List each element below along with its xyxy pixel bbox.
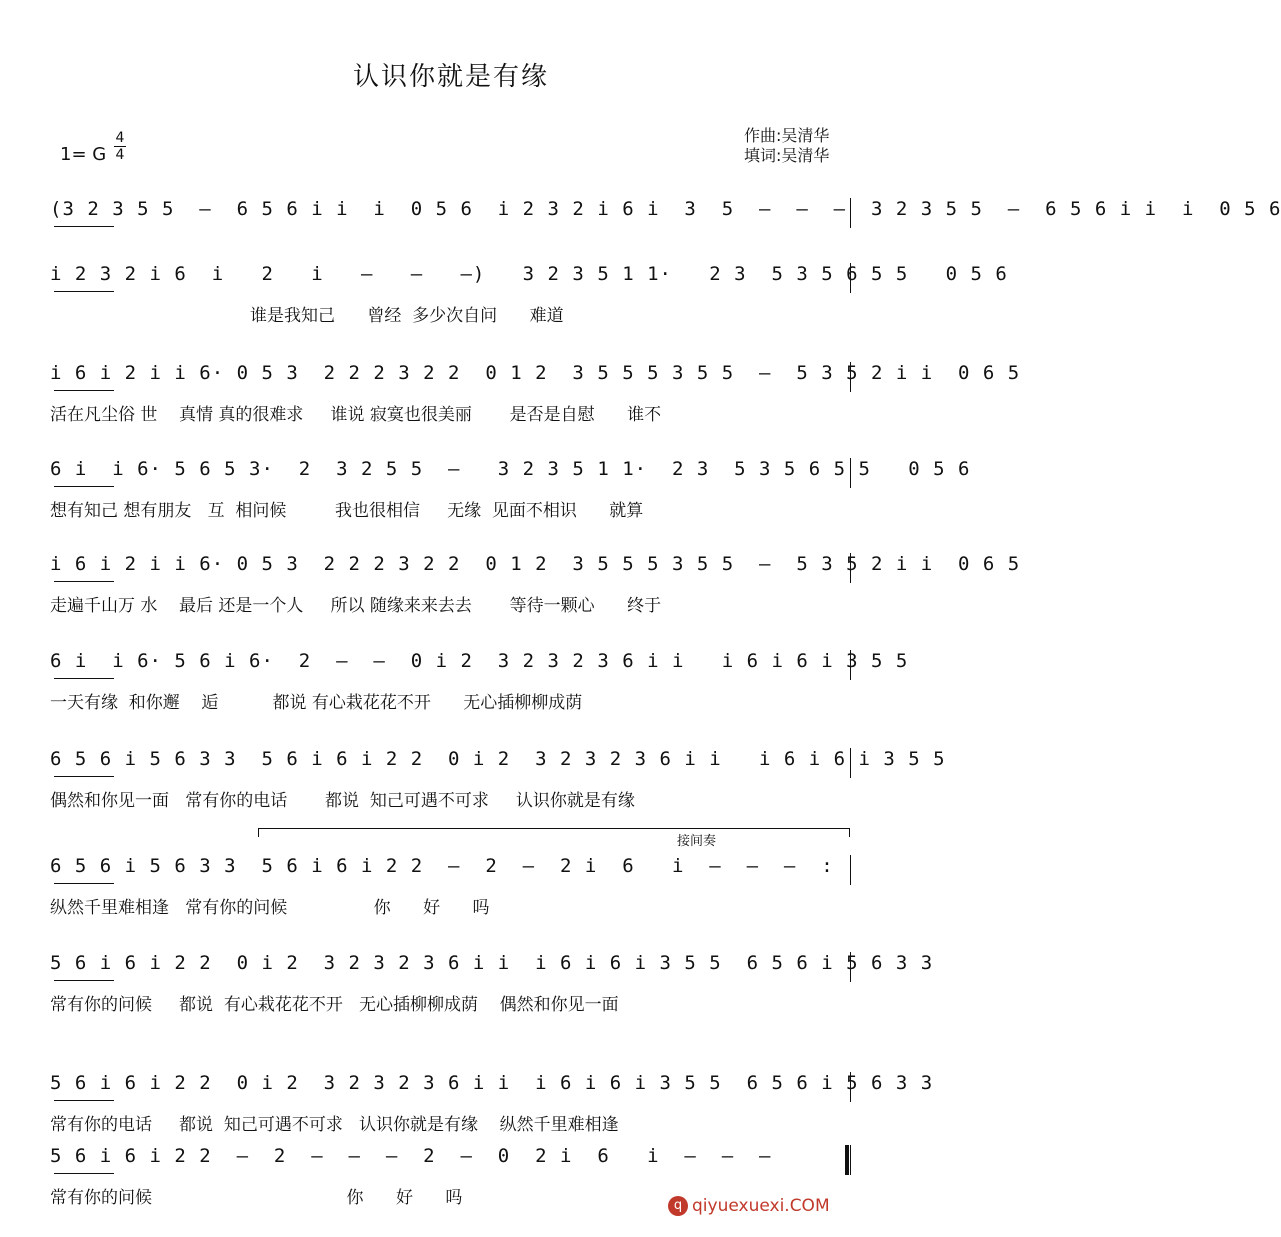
notation-line: 6 i i 6· 5 6 i 6· 2 – – 0 i 2 3 2 3 2 3 6 i i i 6 i 6 i 3 5 5 [50,650,909,672]
barline [850,263,851,293]
rhythm-underline [54,581,114,582]
barline [850,650,851,680]
barline [850,1072,851,1102]
score-row [50,263,1008,333]
time-signature [114,131,126,162]
lyrics-line: 走遍千山万 水 最后 还是一个人 所以 随缘来来去去 等待一颗心 终于 [50,596,662,616]
composer-credit: 作曲:吴清华 [744,126,830,145]
score-row [50,1072,934,1142]
rhythm-underline [54,1100,114,1101]
lyrics-line: 偶然和你见一面 常有你的电话 都说 知己可遇不可求 认识你就是有缘 [50,791,635,811]
rhythm-underline [54,291,114,292]
notation-line: 6 5 6 i 5 6 3 3 5 6 i 6 i 2 2 – 2 – 2 i 6 i – – – : [50,855,834,877]
notation-line: 5 6 i 6 i 2 2 – 2 – – – 2 – 0 2 i 6 i – – – [50,1145,772,1167]
score-row [50,198,1281,268]
score-row [50,553,1021,623]
time-signature-top: 4 [115,130,125,146]
credits [744,126,829,166]
notation-line: 6 5 6 i 5 6 3 3 5 6 i 6 i 2 2 0 i 2 3 2 3 2 3 6 i i i 6 i 6 i 3 5 5 [50,748,946,770]
logo-icon: q [668,1196,688,1216]
barline [850,1145,851,1175]
lyrics-line: 常有你的问候 你 好 吗 [50,1188,463,1208]
watermark-text: qiyuexuexi.COM [692,1196,830,1216]
barline [850,362,851,392]
barline [850,458,851,488]
rhythm-underline [54,776,114,777]
barline [850,198,851,228]
watermark [668,1196,830,1216]
notation-line: 5 6 i 6 i 2 2 0 i 2 3 2 3 2 3 6 i i i 6 i 6 i 3 5 5 6 5 6 i 5 6 3 3 [50,1072,934,1094]
lyrics-line: 想有知己 想有朋友 互 相问候 我也很相信 无缘 见面不相识 就算 [50,501,644,521]
final-barline [845,1145,849,1175]
notation-line: i 6 i 2 i i 6· 0 5 3 2 2 2 3 2 2 0 1 2 3 5 5 5 3 5 5 – 5 3 5 2 i i 0 6 5 [50,553,1021,575]
lyrics-line: 纵然千里难相逢 常有你的问候 你 好 吗 [50,898,490,918]
rhythm-underline [54,1173,114,1174]
rhythm-underline [54,390,114,391]
barline [850,553,851,583]
rhythm-underline [54,486,114,487]
notation-line: 6 i i 6· 5 6 5 3· 2 3 2 5 5 – 3 2 3 5 1 1· 2 3 5 3 5 6 5 5 0 5 6 [50,458,971,480]
barline [850,952,851,982]
rhythm-underline [54,226,114,227]
score-row [50,458,971,528]
time-signature-bottom: 4 [115,147,125,163]
rhythm-underline [54,678,114,679]
score-row [50,650,909,720]
score-row [50,952,934,1022]
notation-line: 5 6 i 6 i 2 2 0 i 2 3 2 3 2 3 6 i i i 6 i 6 i 3 5 5 6 5 6 i 5 6 3 3 [50,952,934,974]
interlude-bracket [258,828,850,837]
rhythm-underline [54,883,114,884]
score-row [50,362,1021,432]
barline [850,748,851,778]
interlude-label: 接间奏 [677,834,717,849]
lyrics-line: 常有你的问候 都说 有心栽花花不开 无心插柳柳成荫 偶然和你见一面 [50,995,619,1015]
score-row [50,855,860,925]
rhythm-underline [54,980,114,981]
notation-line: i 2 3 2 i 6 i 2 i – – –) 3 2 3 5 1 1· 2 3 5 3 5 6 5 5 0 5 6 [50,263,1008,285]
song-title: 认识你就是有缘 [352,62,549,92]
notation-line: i 6 i 2 i i 6· 0 5 3 2 2 2 3 2 2 0 1 2 3 5 5 5 3 5 5 – 5 3 5 2 i i 0 6 5 [50,362,1021,384]
lyrics-line: 一天有缘 和你邂 逅 都说 有心栽花花不开 无心插柳柳成荫 [50,693,583,713]
lyrics-line: 谁是我知己 曾经 多少次自问 难道 [50,306,564,326]
barline [850,855,851,885]
lyrics-line: 常有你的电话 都说 知己可遇不可求 认识你就是有缘 纵然千里难相逢 [50,1115,619,1135]
score-row [50,748,946,818]
lyricist-credit: 填词:吴清华 [744,146,830,165]
notation-line: (3 2 3 5 5 – 6 5 6 i i i 0 5 6 i 2 3 2 i 6 i 3 5 – – – 3 2 3 5 5 – 6 5 6 i i i 0 5 6 [50,198,1281,220]
key-signature: 1= G [60,144,107,165]
lyrics-line: 活在凡尘俗 世 真情 真的很难求 谁说 寂寞也很美丽 是否是自慰 谁不 [50,405,662,425]
